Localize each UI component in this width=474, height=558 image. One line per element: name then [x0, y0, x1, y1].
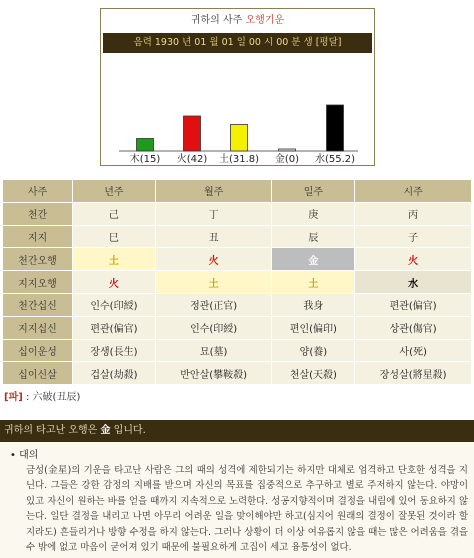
- saju-cell: 장생(長生): [73, 339, 156, 362]
- saju-cell: 인수(印綬): [73, 293, 156, 316]
- saju-cell: 양(養): [272, 339, 355, 362]
- saju-row: [3, 339, 472, 362]
- reading-header-suffix: 입니다.: [110, 425, 146, 436]
- saju-cell: 편관(偏官): [355, 293, 472, 316]
- saju-row: [3, 202, 472, 225]
- saju-row-header: 천간십신: [3, 293, 73, 316]
- saju-cell: 金: [272, 248, 355, 271]
- saju-row: [3, 225, 472, 248]
- saju-cell: 사(死): [355, 339, 472, 362]
- saju-header-row: [3, 180, 472, 203]
- birth-date-line: 음력 1930 년 01 월 01 일 00 시 00 분 생 [평달]: [103, 33, 372, 53]
- saju-column-header: 월주: [155, 180, 272, 203]
- chart-category-label: 水(55.2): [314, 154, 356, 165]
- saju-cell: 土: [155, 271, 272, 294]
- reading-header-element: 金: [100, 425, 111, 436]
- saju-column-header: 년주: [73, 180, 156, 203]
- chart-title-prefix: 귀하의 사주: [190, 15, 246, 26]
- saju-cell: 子: [355, 225, 472, 248]
- saju-cell: 庚: [272, 202, 355, 225]
- saju-cell: 묘(墓): [155, 339, 272, 362]
- saju-cell: 火: [73, 271, 156, 294]
- saju-column-header: 시주: [355, 180, 472, 203]
- saju-cell: 我身: [272, 293, 355, 316]
- saju-row: [3, 293, 472, 316]
- saju-cell: 丑: [155, 225, 272, 248]
- saju-column-header: 사주: [3, 180, 73, 203]
- chart-bar: [231, 125, 248, 152]
- pa-line: [4, 388, 80, 403]
- chart-bar: [279, 149, 296, 151]
- saju-column-header: 일주: [272, 180, 355, 203]
- saju-table: [2, 179, 472, 385]
- five-element-bar-chart: [101, 55, 376, 167]
- saju-cell: 己: [73, 202, 156, 225]
- saju-cell: 巳: [73, 225, 156, 248]
- saju-cell: 인수(印綬): [155, 316, 272, 339]
- saju-cell: 辰: [272, 225, 355, 248]
- reading-paragraph: 금성(金星)의 기운을 타고난 사람은 그의 때의 성격에 제한되기는 하지만 대체로 엄격하고 단호한 성격을 지닌다. 그들은 강한 감정의 지배를 받으며 자신의 목표를 집중적으로 추구하고 별로 주저하지 않는다. 야망이 있고 자신이 원하는 바를 얻을 때까지 지속적으로 노력한다. 성공지향적이며 결정을 내림에 있어 동요하지 않는다. 일단 결정을 내리고 나면 아무리 어려운 일을 맞이해야만 하고(심지어 원래의 결정이 잘못된 것이라 할지라도) 흔들리거나 방향 수정을 하지 않는다. 그러나 상황이 더 이상 여유롭지 않을 때는 많은 어려움을 겪을 수 밖에 없고 마음이 굳어져 있기 때문에 불필요하게 고집이 세고 융통성이 없다.: [26, 465, 468, 554]
- saju-row-header: 지지: [3, 225, 73, 248]
- saju-cell: 火: [155, 248, 272, 271]
- saju-cell: 반안살(攀鞍殺): [155, 362, 272, 385]
- chart-category-label: 土(31.8): [218, 154, 260, 165]
- saju-row-header: 지지십신: [3, 316, 73, 339]
- saju-row-header: 천간오행: [3, 248, 73, 271]
- chart-bar: [137, 139, 154, 152]
- saju-row-header: 천간: [3, 202, 73, 225]
- saju-cell: 丙: [355, 202, 472, 225]
- pa-label: [파]: [4, 392, 23, 403]
- saju-cell: 丁: [155, 202, 272, 225]
- saju-cell: 편인(偏印): [272, 316, 355, 339]
- saju-cell: 겁살(劫殺): [73, 362, 156, 385]
- chart-bar: [327, 105, 344, 151]
- saju-cell: 상관(傷官): [355, 316, 472, 339]
- chart-category-label: 木(15): [129, 154, 161, 165]
- saju-row-header: 지지오행: [3, 271, 73, 294]
- saju-cell: 편관(偏官): [73, 316, 156, 339]
- reading-header-prefix: 귀하의 타고난 오행은: [4, 425, 101, 436]
- chart-bar: [184, 116, 201, 151]
- saju-cell: 정관(正官): [155, 293, 272, 316]
- saju-row-header: 십이신살: [3, 362, 73, 385]
- reading-bullet: • 대의: [10, 450, 39, 461]
- chart-title: [101, 9, 374, 33]
- chart-category-label: 金(0): [274, 154, 300, 165]
- pa-text: : 六破(丑辰): [22, 392, 81, 403]
- saju-cell: 土: [272, 271, 355, 294]
- saju-cell: 천살(天殺): [272, 362, 355, 385]
- saju-row: [3, 362, 472, 385]
- saju-cell: 水: [355, 271, 472, 294]
- chart-title-accent: 오행기운: [245, 15, 285, 26]
- saju-cell: 장성살(將星殺): [355, 362, 472, 385]
- saju-row: [3, 248, 472, 271]
- reading-body: [0, 442, 474, 558]
- five-element-chart-panel: [100, 8, 375, 166]
- saju-cell: 土: [73, 248, 156, 271]
- reading-header: [0, 420, 474, 442]
- saju-row: [3, 271, 472, 294]
- saju-row: [3, 316, 472, 339]
- saju-row-header: 십이운성: [3, 339, 73, 362]
- saju-cell: 火: [355, 248, 472, 271]
- chart-category-label: 火(42): [176, 154, 208, 165]
